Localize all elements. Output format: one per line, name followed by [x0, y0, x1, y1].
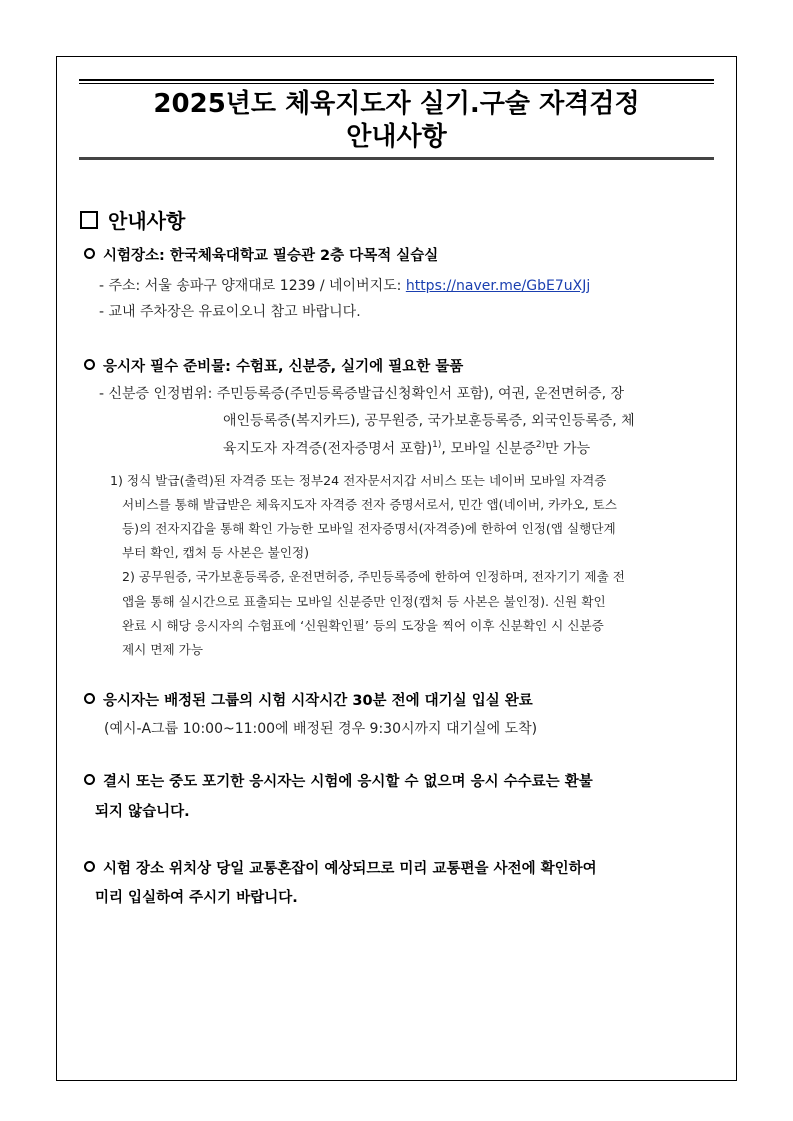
footnote-2-line2: 앱을 통해 실시간으로 표출되는 모바일 신분증만 인정(캡처 등 사본은 불인정). 신원 확인 — [122, 594, 606, 609]
title-top-rule-thin — [79, 83, 714, 84]
required-items-heading-text: 응시자 필수 준비물: 수험표, 신분증, 실기에 필요한 물품 — [103, 359, 464, 375]
venue-heading-text: 시험장소: 한국체육대학교 필승관 2층 다목적 실습실 — [103, 248, 439, 264]
id-range-line3-b: , 모바일 신분증 — [441, 441, 536, 457]
footnote-ref-2: 2) — [535, 440, 546, 450]
footnote-2-line1: 2) 공무원증, 국가보훈등록증, 운전면허증, 주민등록증에 한하여 인정하며, 전자기기 제출 전 — [122, 569, 625, 584]
absence-notice-line1 — [84, 771, 593, 793]
absence-notice-text: 결시 또는 중도 포기한 응시자는 시험에 응시할 수 없으며 응시 수수료는 환불 — [103, 774, 593, 790]
page-title: 2025년도 체육지도자 실기.구술 자격검정 — [153, 89, 640, 119]
id-range-line1: - 신분증 인정범위: 주민등록증(주민등록증발급신청확인서 포함), 여권, 운전면허증, 장 — [99, 386, 625, 402]
address-label: - 주소: 서울 송파구 양재대로 1239 / 네이버지도: — [99, 278, 406, 294]
footnote-1-line2: 서비스를 통해 발급받은 체육지도자 자격증 전자 증명서로서, 민간 앱(네이버, 카카오, 토스 — [122, 497, 617, 512]
id-range-line3-a: 육지도자 자격증(전자증명서 포함) — [223, 441, 433, 457]
section-heading — [80, 207, 185, 235]
hollow-circle-bullet-icon — [84, 248, 95, 259]
required-items-heading — [84, 356, 463, 378]
hollow-circle-bullet-icon — [84, 359, 95, 370]
footnote-1-line1: 1) 정식 발급(출력)된 자격증 또는 정부24 전자문서지갑 서비스 또는 네이버 모바일 자격증 — [110, 473, 607, 488]
id-range-line2: 애인등록증(복지카드), 공무원증, 국가보훈등록증, 외국인등록증, 체 — [223, 413, 635, 429]
naver-map-link[interactable]: https://naver.me/GbE7uXJj — [405, 278, 591, 294]
hollow-circle-bullet-icon — [84, 774, 95, 785]
footnote-ref-1: 1) — [432, 440, 442, 450]
page-subtitle: 안내사항 — [346, 122, 447, 152]
title-top-rule — [79, 79, 714, 81]
hollow-circle-bullet-icon — [84, 861, 95, 872]
footnote-2-line4: 제시 면제 가능 — [122, 642, 203, 657]
arrival-heading-text: 응시자는 배정된 그룹의 시험 시작시간 30분 전에 대기실 입실 완료 — [103, 693, 533, 709]
traffic-notice-line1 — [84, 858, 597, 880]
footnote-1-line4: 부터 확인, 캡처 등 사본은 불인정) — [122, 545, 310, 560]
absence-notice-line2: 되지 않습니다. — [95, 804, 190, 820]
parking-note: - 교내 주차장은 유료이오니 참고 바랍니다. — [99, 304, 361, 320]
footnote-2-line3: 완료 시 해당 응시자의 수험표에 ‘신원확인필’ 등의 도장을 찍어 이후 신분확인 시 신분증 — [122, 618, 604, 633]
venue-address — [99, 275, 590, 297]
title-bottom-rule — [79, 157, 714, 160]
traffic-notice-line2: 미리 입실하여 주시기 바랍니다. — [95, 890, 298, 906]
checkbox-square-icon — [80, 211, 98, 229]
arrival-example: (예시-A그룹 10:00~11:00에 배정된 경우 9:30시까지 대기실에 도착) — [104, 721, 538, 737]
footnote-1-line3: 등)의 전자지갑을 통해 확인 가능한 모바일 전자증명서(자격증)에 한하여 인정(앱 실행단계 — [122, 521, 616, 536]
arrival-heading — [84, 690, 533, 712]
venue-heading — [84, 245, 438, 267]
hollow-circle-bullet-icon — [84, 693, 95, 704]
traffic-notice-text: 시험 장소 위치상 당일 교통혼잡이 예상되므로 미리 교통편을 사전에 확인하여 — [103, 861, 597, 877]
section-heading-text: 안내사항 — [108, 209, 186, 233]
id-range-line3-c: 만 가능 — [545, 441, 591, 457]
id-range-line3 — [223, 438, 590, 460]
